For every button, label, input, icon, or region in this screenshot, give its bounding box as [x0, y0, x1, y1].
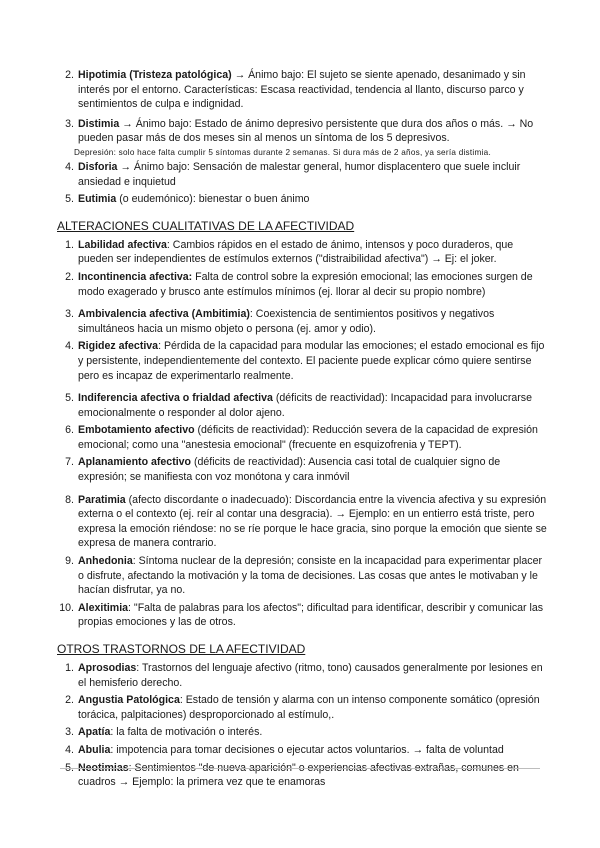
item-number: 3.	[65, 308, 74, 321]
item-term: Anhedonia	[78, 555, 133, 568]
item-number: 9.	[65, 555, 74, 568]
item-number: 2.	[65, 69, 74, 81]
item-term: Rigidez afectiva	[78, 340, 159, 353]
item-text: → Ánimo bajo: Sensación de malestar general, humor displacentero que suele incluir ansiedad e inquietud	[78, 160, 521, 188]
item-number: 8.	[65, 493, 74, 506]
item-text: Falta de control sobre la expresión emocional; las emociones surgen de modo exagerado y brusco ante estímulos mínimos (ej. llorar al decir su propio nombre)	[78, 270, 533, 298]
item-term: Indiferencia afectiva o frialdad afectiva	[78, 392, 273, 405]
list-item	[0, 493, 600, 551]
list-item	[0, 270, 600, 299]
item-number: 1.	[65, 238, 74, 251]
item-number: 5.	[65, 761, 74, 774]
item-number: 7.	[65, 456, 74, 469]
list-item	[0, 307, 600, 336]
item-number: 4.	[65, 160, 74, 173]
item-number: 3.	[65, 117, 74, 130]
list-item	[0, 391, 600, 420]
item-text: : Trastornos del lenguaje afectivo (ritmo, tono) causados generalmente por lesiones en el hemisferio derecho.	[78, 662, 543, 689]
item-term: Angustia Patológica	[78, 694, 180, 707]
item-term: Paratimia	[78, 493, 126, 506]
list-item	[0, 423, 600, 452]
item-number: 6.	[65, 424, 74, 437]
depresion-note: Depresión: solo hace falta cumplir 5 síntomas durante 2 semanas. Si dura más de 2 años, ya sería distimia.	[74, 147, 491, 157]
list-item	[0, 693, 600, 722]
item-text: : impotencia para tomar decisiones o ejecutar actos voluntarios. → falta de voluntad	[110, 743, 504, 756]
item-text: : "Falta de palabras para los afectos"; dificultad para identificar, describir y comunicar las propias emociones y las de otros.	[78, 601, 544, 629]
item-term: Neotimias	[78, 761, 129, 774]
alteraciones-list	[0, 238, 600, 630]
item-text: → Ánimo bajo: Estado de ánimo depresivo persistente que dura dos años o más. → No pueden pasar más de dos meses sin al menos un síntoma de los 5 depresivos.	[78, 117, 534, 145]
item-term: Alexitimia	[78, 601, 129, 614]
list-item	[0, 192, 600, 207]
document-content	[0, 68, 600, 790]
item-text: : Estado de tensión y alarma con un intenso componente somático (opresión torácica, palpitaciones) desproporcionado al estímulo,.	[78, 694, 540, 721]
section-title-alteraciones: ALTERACIONES CUALITATIVAS DE LA AFECTIVIDAD	[57, 218, 355, 233]
item-number: 1.	[65, 662, 74, 674]
list-item	[0, 601, 600, 630]
otros-trastornos-list	[0, 661, 600, 790]
item-text: : Sentimientos "de nueva aparición" o experiencias afectivas extrañas, comunes en cuadros → Ejemplo: la primera vez que te enamoras	[78, 761, 519, 789]
item-number: 2.	[65, 694, 74, 707]
list-item	[0, 160, 600, 189]
item-term: Ambivalencia afectiva (Ambitimia)	[78, 308, 250, 321]
item-text: (déficits de reactividad): Reducción severa de la capacidad de expresión emocional; como una "anestesia emocional" (frecuente en esquizofrenia y TEPT).	[78, 424, 538, 451]
section-title-otros-trastornos: OTROS TRASTORNOS DE LA AFECTIVIDAD	[57, 642, 306, 656]
item-number: 5.	[65, 392, 74, 405]
item-term: Hipotimia (Tristeza patológica)	[78, 69, 232, 81]
item-number: 4.	[65, 743, 74, 756]
item-text: (afecto discordante o inadecuado): Discordancia entre la vivencia afectiva y su expresión externa o el contexto (ej. reír al contar una desgracia). → Ejemplo: en un entierro está triste, pero expresa la emoción riéndose: no se ríe porque le hace gracia, sino porque la emoción que siente se expresa de manera contrario.	[78, 493, 547, 550]
item-term: Eutimia	[78, 193, 117, 206]
list-item	[0, 761, 600, 790]
item-term: Disforia	[78, 160, 118, 173]
item-text: (o eudemónico): bienestar o buen ánimo	[116, 193, 310, 206]
item-number: 3.	[65, 726, 74, 739]
list-item	[0, 661, 600, 690]
list-item	[0, 238, 600, 267]
item-number: 4.	[65, 340, 74, 353]
list-item	[0, 554, 600, 598]
afectividad-list-continued	[0, 160, 600, 207]
item-term: Incontinencia afectiva:	[78, 270, 193, 283]
item-text: → Ánimo bajo: El sujeto se siente apenado, desanimado y sin interés por el entorno. Características: Escasa reactividad, tendencia al llanto, discurso parco y sentimientos de culpa e indignidad.	[78, 69, 526, 111]
list-item	[0, 455, 600, 484]
item-term: Aprosodias	[78, 662, 137, 674]
item-term: Apatía	[78, 726, 111, 739]
list-item	[0, 117, 600, 146]
afectividad-list	[0, 68, 600, 146]
item-number: 5.	[65, 193, 74, 206]
item-term: Abulia	[78, 743, 111, 756]
item-term: Labilidad afectiva	[78, 238, 167, 251]
list-item	[0, 68, 600, 112]
list-item	[0, 339, 600, 383]
page-divider	[60, 768, 540, 769]
item-text: : Síntoma nuclear de la depresión; consiste en la incapacidad para experimentar placer o disfrute, afectando la motivación y la toma de decisiones. Las cosas que antes le motivaban y le hacían disfrutar, ya no.	[78, 555, 543, 597]
item-term: Aplanamiento afectivo	[78, 456, 192, 469]
item-term: Distimia	[78, 117, 120, 130]
list-item	[0, 743, 600, 758]
item-text: (déficits de reactividad): Incapacidad para involucrarse emocionalmente o responder al dolor ajeno.	[78, 392, 532, 419]
item-text: (déficits de reactividad): Ausencia casi total de cualquier signo de expresión; se manifiesta con voz monótona y cara inmóvil	[78, 456, 501, 484]
item-text: : Cambios rápidos en el estado de ánimo, intensos y poco duraderos, que pueden ser independientes de estímulos externos ("distraibilidad afectiva") → Ej: el joker.	[78, 238, 514, 266]
item-text: : Pérdida de la capacidad para modular las emociones; el estado emocional es fijo y persistente, independientemente del contexto. El paciente puede explicar cómo quiere sentirse pero es incapaz de experimentarlo realmente.	[78, 340, 545, 382]
item-text: : Coexistencia de sentimientos positivos y negativos simultáneos hacia un mismo objeto o persona (ej. amor y odio).	[78, 308, 495, 335]
item-number: 10.	[59, 601, 74, 614]
list-item	[0, 725, 600, 740]
item-number: 2.	[65, 270, 74, 283]
item-text: : la falta de motivación o interés.	[110, 726, 263, 739]
item-term: Embotamiento afectivo	[78, 424, 195, 437]
